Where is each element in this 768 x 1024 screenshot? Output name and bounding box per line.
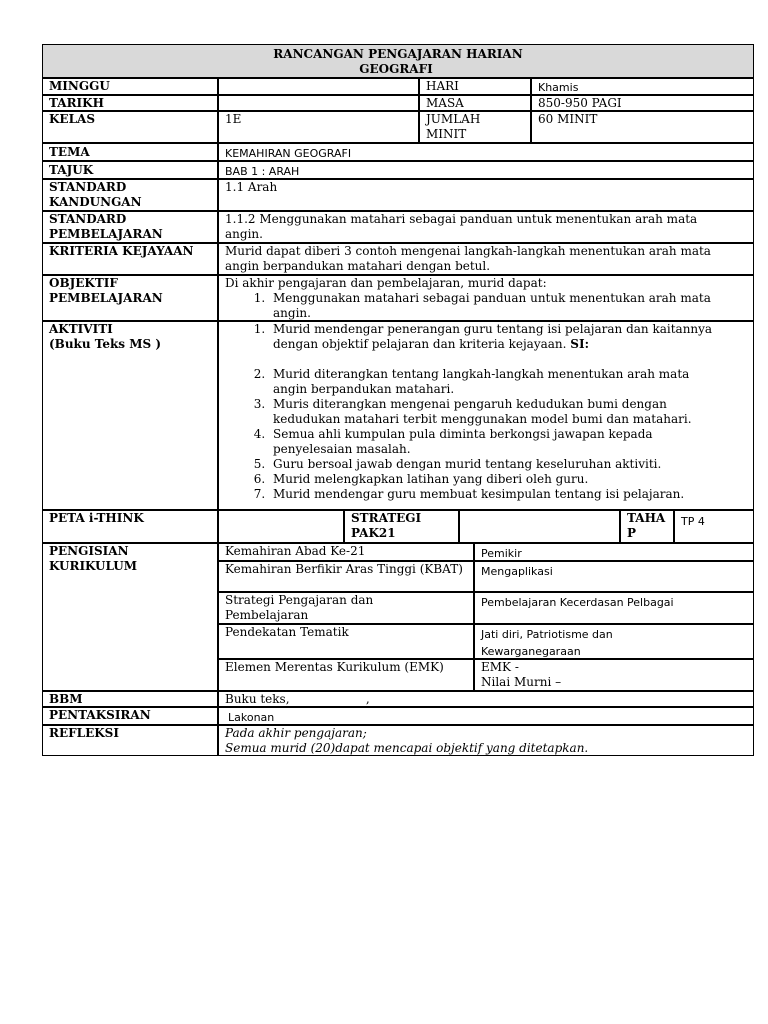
aktiviti-content bbox=[218, 321, 754, 510]
aktiviti-item: 3. Muris diterangkan mengenai pengaruh kedudukan bumi dengan kedudukan matahari terbit menggunakan model bumi dan matahari. bbox=[269, 397, 713, 427]
refleksi-line-1: Pada akhir pengajaran; bbox=[225, 726, 367, 740]
kurikulum-value: Pembelajaran Kecerdasan Pelbagai bbox=[474, 592, 754, 624]
kelas-value: 1E bbox=[218, 111, 419, 143]
jumlah-minit-value: 60 MINIT bbox=[531, 111, 754, 143]
kriteria-kejayaan-label: KRITERIA KEJAYAAN bbox=[42, 243, 218, 275]
tema-label: TEMA bbox=[42, 143, 218, 161]
emk-value: EMK - bbox=[481, 660, 519, 674]
tajuk-label: TAJUK bbox=[42, 161, 218, 179]
aktiviti-sublabel: (Buku Teks MS ) bbox=[49, 337, 162, 351]
masa-value: 850-950 PAGI bbox=[531, 95, 754, 111]
kurikulum-key: Pendekatan Tematik bbox=[218, 624, 474, 659]
objektif-list bbox=[225, 291, 713, 321]
kurikulum-key: Kemahiran Abad Ke-21 bbox=[218, 543, 474, 561]
kurikulum-key: Kemahiran Berfikir Aras Tinggi (KBAT) bbox=[218, 561, 474, 592]
hari-label: HARI bbox=[419, 78, 531, 95]
peta-ithink-value bbox=[218, 510, 344, 543]
kurikulum-value bbox=[474, 659, 754, 691]
objektif-label: OBJEKTIF PEMBELAJARAN bbox=[42, 275, 218, 321]
pentaksiran-label: PENTAKSIRAN bbox=[42, 707, 218, 725]
tahap-label: TAHA P bbox=[620, 510, 674, 543]
title-line-2: GEOGRAFI bbox=[359, 62, 433, 76]
minggu-label: MINGGU bbox=[42, 78, 218, 95]
refleksi-label: REFLEKSI bbox=[42, 725, 218, 756]
refleksi-content bbox=[218, 725, 754, 756]
aktiviti-list bbox=[225, 322, 713, 502]
standard-kandungan-value: 1.1 Arah bbox=[218, 179, 754, 211]
standard-pembelajaran-value: 1.1.2 Menggunakan matahari sebagai panduan untuk menentukan arah mata angin. bbox=[218, 211, 754, 243]
tema-value: KEMAHIRAN GEOGRAFI bbox=[218, 143, 754, 161]
aktiviti-item: 6. Murid melengkapkan latihan yang diberi oleh guru. bbox=[269, 472, 713, 487]
nilai-murni-value: Nilai Murni – bbox=[481, 675, 562, 689]
tarikh-label: TARIKH bbox=[42, 95, 218, 111]
strategi-pak21-label: STRATEGI PAK21 bbox=[344, 510, 459, 543]
aktiviti-item: 2. Murid diterangkan tentang langkah-langkah menentukan arah mata angin berpandukan matahari. bbox=[269, 367, 713, 397]
masa-label: MASA bbox=[419, 95, 531, 111]
hari-value: Khamis bbox=[531, 78, 754, 95]
kurikulum-key: Strategi Pengajaran dan Pembelajaran bbox=[218, 592, 474, 624]
strategi-pak21-value bbox=[459, 510, 620, 543]
bbm-label: BBM bbox=[42, 691, 218, 707]
kurikulum-value: Jati diri, Patriotisme dan Kewarganegaraan bbox=[474, 624, 754, 659]
aktiviti-item: 5. Guru bersoal jawab dengan murid tentang keseluruhan aktiviti. bbox=[269, 457, 713, 472]
kurikulum-value: Mengaplikasi bbox=[474, 561, 754, 592]
kelas-label: KELAS bbox=[42, 111, 218, 143]
minggu-value bbox=[218, 78, 419, 95]
refleksi-line-2: Semua murid (20)dapat mencapai objektif yang ditetapkan. bbox=[225, 741, 589, 755]
peta-ithink-label: PETA i-THINK bbox=[42, 510, 218, 543]
document-title bbox=[42, 44, 754, 78]
kurikulum-key: Elemen Merentas Kurikulum (EMK) bbox=[218, 659, 474, 691]
objektif-intro: Di akhir pengajaran dan pembelajaran, murid dapat: bbox=[225, 276, 547, 290]
kurikulum-value: Pemikir bbox=[474, 543, 754, 561]
standard-pembelajaran-label: STANDARD PEMBELAJARAN bbox=[42, 211, 218, 243]
tajuk-value: BAB 1 : ARAH bbox=[218, 161, 754, 179]
aktiviti-item: 1. Murid mendengar penerangan guru tentang isi pelajaran dan kaitannya dengan objektif pelajaran dan kriteria kejayaan. SI: bbox=[269, 322, 713, 367]
tahap-value: TP 4 bbox=[674, 510, 754, 543]
tarikh-value bbox=[218, 95, 419, 111]
jumlah-minit-label: JUMLAH MINIT bbox=[419, 111, 531, 143]
kriteria-kejayaan-value: Murid dapat diberi 3 contoh mengenai langkah-langkah menentukan arah mata angin berpandukan matahari dengan betul. bbox=[218, 243, 754, 275]
objektif-item: 1. Menggunakan matahari sebagai panduan untuk menentukan arah mata angin. bbox=[269, 291, 713, 321]
aktiviti-item: 7. Murid mendengar guru membuat kesimpulan tentang isi pelajaran. bbox=[269, 487, 713, 502]
aktiviti-item: 4. Semua ahli kumpulan pula diminta berkongsi jawapan kepada penyelesaian masalah. bbox=[269, 427, 713, 457]
pengisian-kurikulum-label: PENGISIAN KURIKULUM bbox=[42, 543, 218, 691]
title-line-1: RANCANGAN PENGAJARAN HARIAN bbox=[273, 47, 523, 61]
aktiviti-label bbox=[42, 321, 218, 510]
bbm-value: Buku teks, , bbox=[218, 691, 754, 707]
standard-kandungan-label: STANDARD KANDUNGAN bbox=[42, 179, 218, 211]
objektif-content bbox=[218, 275, 754, 321]
aktiviti-title: AKTIVITI bbox=[49, 322, 113, 336]
pentaksiran-value: Lakonan bbox=[218, 707, 754, 725]
